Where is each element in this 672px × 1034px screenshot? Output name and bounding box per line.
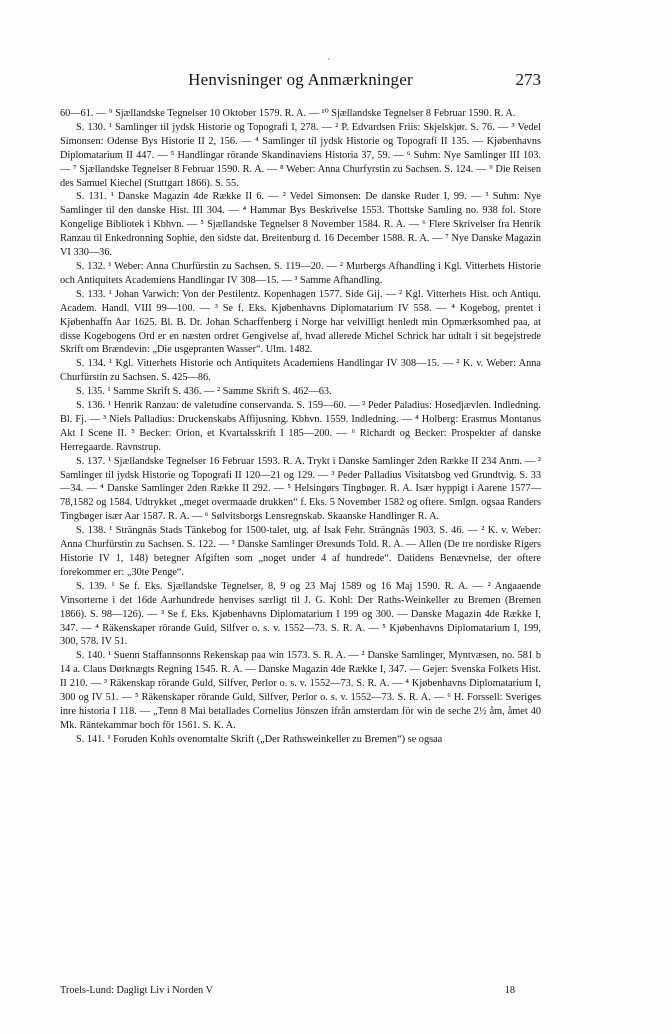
note-paragraph: S. 136. ¹ Henrik Ranzau: de valetudine conservanda. S. 159—60. — ² Peder Paladius: Hosedjævlen. Indledning. Bl. Fj. — ³ Niels Palladius: Druckenskabs Affijusning. Kbhvn. 1559. Indledning. — ⁴ Holberg: Erasmus Montanus Akt I Scene II. ⁵ Becker: Orion, et Kvartalsskrift I 185—200. — ⁶ Richardt og Becker: Prospekter af danske Herregaarde. Ravnstrup. (60, 400, 541, 453)
page-footer (60, 985, 541, 996)
note-paragraph: S. 140. ¹ Suenn Staffannsonns Rekenskap paa win 1573. S. R. A. — ² Danske Samlinger, Myntvæsen, no. 581 b 14 a. Claus Dørknægts Regning 1545. R. A. — Danske Magazin 4de Række I, 347. — Gejer: Svenska Folkets Hist. II 210. — ³ Räkenskap rörande Guld, Silfver, Perlor o. s. v. 1552—73. S. R. A. — ⁴ Kjøbenhavns Diplomatarium I, 300 og IV 51. — ⁵ Räkenskaper rörande Guld, Silfver, Perlor o. s. v. 1552—73. S. R. A. — ⁶ H. Forssell: Sveriges inre historia I 118. — „Tenn 8 Mai betallades Cornelius Jönszen ifrån amsterdam för win de seche 2½ åm, åmet 40 Mk. Räntekammar boch för 1561. S. K. A. (60, 650, 541, 731)
running-header (60, 70, 541, 94)
note-paragraph: S. 133. ¹ Johan Varwich: Von der Pestilentz. Kopenhagen 1577. Side Gij. — ² Kgl. Vitterhets Hist. och Antiqu. Academ. Handl. VIII 99—100. — ³ Se f. Eks. Kjøbenhavns Diplomatarium IV 558. — ⁴ Kogebog, prentet i Kjøbenhaffn Aar 1625. Bl. B. Dr. Johan Scharffenberg i Norge har velvilligt henledt min Opmærksomhed paa, at disse Kogebogens Ord er en næsten ordret Gengivelse af, hvad allerede Michel Schrick har udtalt i sit begejstrede Skrift om Brændevin: „Die usgepranten Wasser“. Ulm. 1482. (60, 288, 541, 356)
note-paragraph: S. 130. ¹ Samlinger til jydsk Historie og Topografi I, 278. — ² P. Edvardsen Friis: Skjelskjør. S. 76. — ³ Vedel Simonsen: Odense Bys Historie II 2, 156. — ⁴ Samlinger til jydsk Historie og Topografi II 135. — Kjøbenhavns Diplomatarium II 447. — ⁵ Handlingar rörande Skandinaviens Historia 37, 59. — ⁶ Suhm: Nye Samlinger III 103. — ⁷ Sjællandske Tegnelser 8 Februar 1590. R. A. — ⁸ Weber: Anna Churfyrstin zu Sachsen. S. 124. — ⁹ Die Reisen des Samuel Kiechel (Stuttgart 1866). S. 55. (60, 121, 541, 189)
note-paragraph: S. 141. ¹ Foruden Kohls ovenomtalte Skrift („Der Rathsweinkeller zu Bremen“) se ogsaa (76, 733, 443, 745)
note-paragraph: S. 134. ¹ Kgl. Vitterhets Historie och Antiquitets Academiens Handlingar IV 308—15. — ² K. v. Weber: Anna Churfürstin zu Sachsen. S. 425—86. (60, 358, 541, 384)
note-paragraph: S. 138. ¹ Strängnäs Stads Tänkebog for 1500-talet, utg. af Isak Fehr. Strängnäs 1903. S. 46. — ² K. v. Weber: Anna Churfürstin zu Sachsen. S. 122. — ³ Danske Samlinger Øresunds Told. R. A. — Allen (De tre nordiske Rigers Historie IV 1, 148) betegner Afgiften som „noget under 4 af hundrede“. Datidens Benævnelse, der oftere forekommer er: „30te Penge“. (60, 525, 541, 578)
book-title: Troels-Lund: Dagligt Liv i Norden V (60, 985, 214, 996)
notes-body (60, 107, 541, 747)
note-paragraph: S. 131. ¹ Danske Magazin 4de Række II 6. — ² Vedel Simonsen: De danske Ruder I, 99. — ³ Suhm: Nye Samlinger til den danske Hist. III 304. — ⁴ Hammar Bys Beskrivelse 1553. Thottske Samling no. 938 fol. Store Kongelige Bibliotek i Kbhvn. — ⁵ Sjællandske Tegnelser 8 November 1584. R. A. — ⁶ Flere Skrivelser fra Henrik Ranzau til Enkedronning Sophie, den sidste dat. Breitenburg d. 16 December 1588. R. A. — ⁷ Nye Danske Magazin VI 330—36. (60, 191, 541, 259)
page-number: 273 (515, 70, 541, 89)
page-title: Henvisninger og Anmærkninger (188, 70, 413, 89)
note-paragraph: S. 137. ¹ Sjællandske Tegnelser 16 Februar 1593. R. A. Trykt i Danske Samlinger 2den Række II 234 Anm. — ² Samlinger til jydsk Historie og Topografi II 120—21 og 129. — ³ Peder Palladius Visitatsbog ved Grundtvig. S. 33—34. — ⁴ Danske Samlinger 2den Række II 292. — ⁵ Helsingørs Tingbøger. R. A. Især hyppigt i Aarene 1577—78,1582 og 1584. Udtrykket „meget overmaade drukken“ f. Eks. 5 November 1582 og oftere. Smlgn. ogsaa Randers Tingbøger især Aar 1587. R. A. — ⁶ Sølvitsborgs Lensregnskab. Skaanske Handlinger R. A. (60, 455, 541, 523)
note-paragraph: S. 135. ¹ Samme Skrift S. 436. — ² Samme Skrift S. 462—63. (76, 386, 332, 398)
note-paragraph: S. 132. ¹ Weber: Anna Churfürstin zu Sachsen. S. 119—20. — ² Murbergs Afhandling i Kgl. Vitterhets Historie och Antiquitets Academiens Handlingar IV 308—15. — ³ Samme Afhandling. (60, 260, 541, 286)
note-paragraph: S. 139. ¹ Se f. Eks. Sjællandske Tegnelser, 8, 9 og 23 Maj 1589 og 16 Maj 1590. R. A. — ² Angaaende Vinsorterne i det 16de Aarhundrede henvises særligt til J. G. Kohl: Der Raths-Weinkeller zu Bremen (Bremen 1866). S. 98—126). — ³ Se f. Eks. Kjøbenhavns Diplomatarium I 199 og 300. — Danske Magazin 4de Række I, 347. — ⁴ Räkenskaper rörande Guld, Silfver o. s. v. 1552—73. S. R. A. — ⁵ Kjøbenhavns Diplomatarium I, 199, 300, 578. IV 51. (60, 580, 541, 648)
page-mark: ´ (327, 58, 331, 69)
signature-mark: 18 (504, 985, 515, 996)
note-paragraph: 60—61. — ⁹ Sjællandske Tegnelser 10 Oktober 1579. R. A. — ¹⁰ Sjællandske Tegnelser 8 Februar 1590. R. A. (60, 108, 516, 119)
